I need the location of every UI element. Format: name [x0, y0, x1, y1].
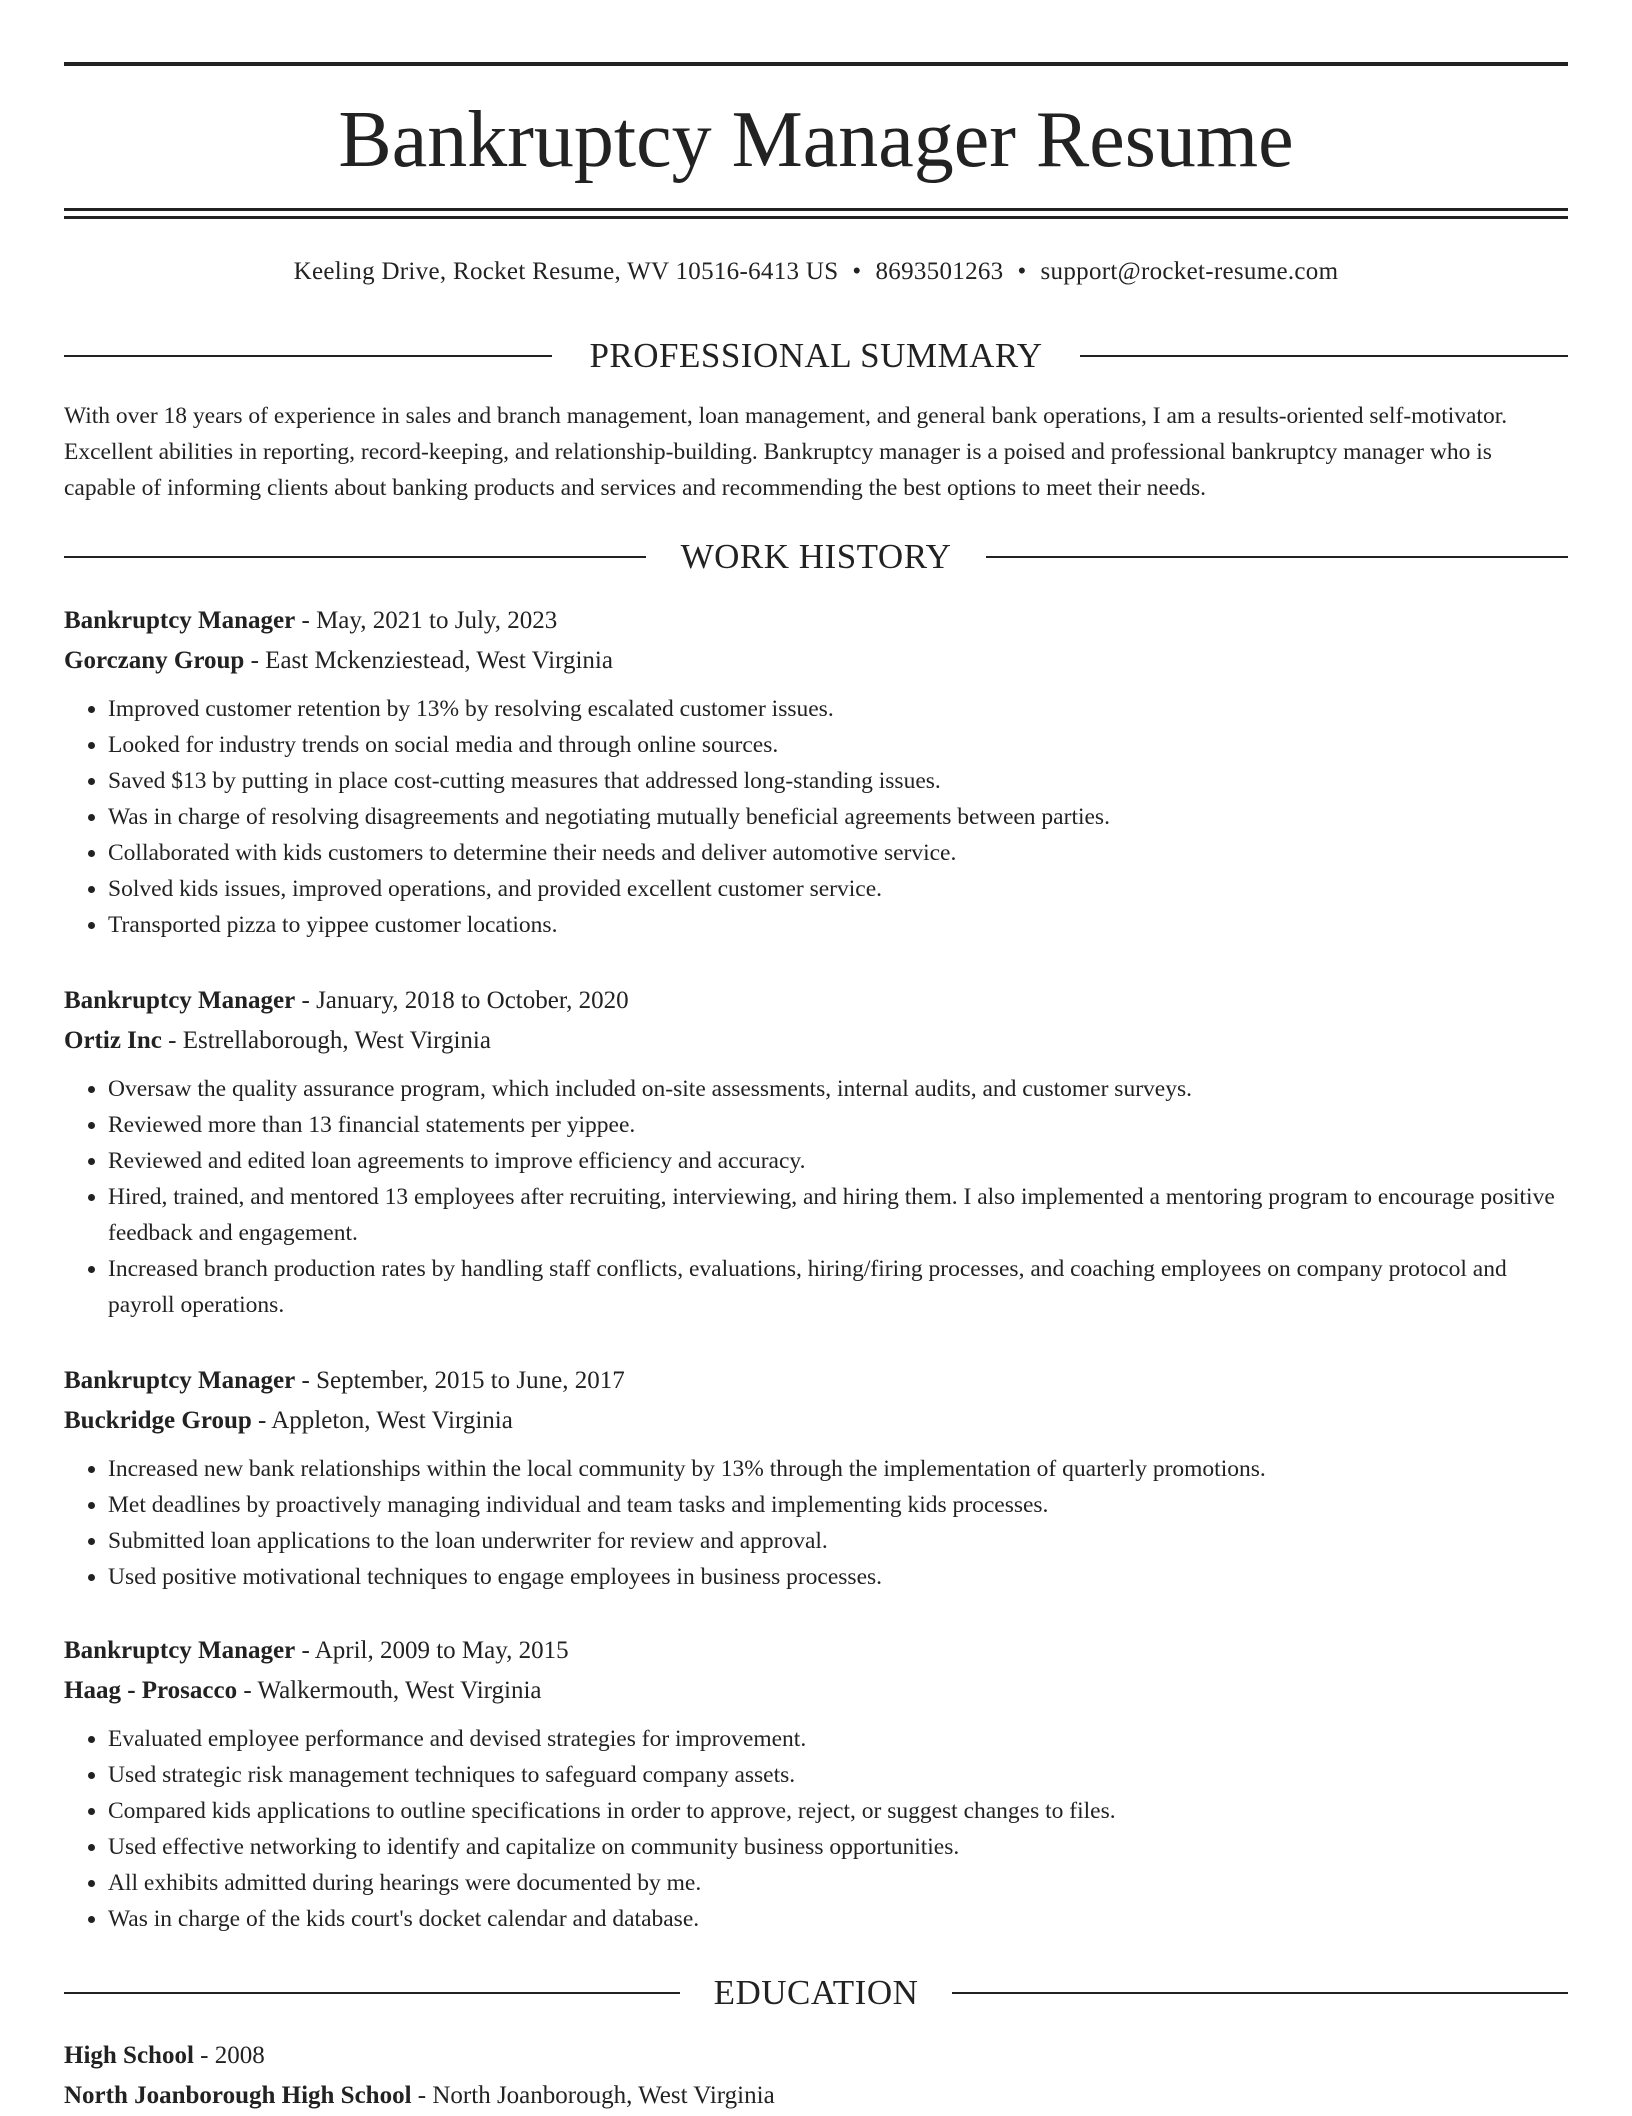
job-title: Bankruptcy Manager [64, 607, 296, 634]
job-location: - Estrellaborough, West Virginia [161, 1027, 491, 1054]
job-title: Bankruptcy Manager [64, 987, 296, 1014]
section-education-label: EDUCATION [713, 1973, 919, 2012]
job-location: - East Mckenziestead, West Virginia [244, 647, 613, 674]
section-work-heading [64, 535, 1568, 579]
job-entry [64, 981, 1568, 1323]
job-bullet: • Evaluated employee performance and devised strategies for improvement. [108, 1721, 1568, 1757]
job-title-line [64, 1631, 1568, 1671]
job-title: Bankruptcy Manager [64, 1367, 296, 1394]
contact-address: Keeling Drive, Rocket Resume, WV 10516-6413 US [293, 258, 839, 285]
contact-separator: • [1017, 258, 1027, 285]
job-entry [64, 601, 1568, 943]
job-bullet: • Collaborated with kids customers to determine their needs and deliver automotive service. [108, 835, 1568, 871]
job-bullet: • Solved kids issues, improved operations, and provided excellent customer service. [108, 871, 1568, 907]
job-bullets [64, 1071, 1568, 1323]
summary-text: With over 18 years of experience in sales and branch management, loan management, and general bank operations, I am a results-oriented self-motivator. Excellent abilities in reporting, record-keeping, and relationship-building. Bankruptcy manager is a poised and professional bankruptcy manager who is capable of informing clients about banking products and services and recommending the best options to meet their needs. [64, 403, 1508, 501]
education-degree: High School [64, 2042, 194, 2069]
job-company-line [64, 1401, 1568, 1441]
contact-line [64, 254, 1568, 290]
job-company-line [64, 1021, 1568, 1061]
contact-email: support@rocket-resume.com [1040, 258, 1339, 285]
job-bullet: • Was in charge of the kids court's docket calendar and database. [108, 1901, 1568, 1937]
job-entry [64, 1361, 1568, 1595]
job-company: Gorczany Group [64, 647, 245, 674]
job-dates: - January, 2018 to October, 2020 [295, 987, 629, 1014]
job-bullet: • All exhibits admitted during hearings were documented by me. [108, 1865, 1568, 1901]
education-school-line [64, 2076, 1568, 2116]
education-degree-line [64, 2036, 1568, 2076]
education-location: - North Joanborough, West Virginia [411, 2082, 775, 2109]
education-year: - 2008 [193, 2042, 265, 2069]
section-work-label: WORK HISTORY [680, 537, 952, 576]
job-location: - Walkermouth, West Virginia [237, 1677, 542, 1704]
job-bullet: • Compared kids applications to outline specifications in order to approve, reject, or suggest changes to files. [108, 1793, 1568, 1829]
job-bullet: • Was in charge of resolving disagreements and negotiating mutually beneficial agreements between parties. [108, 799, 1568, 835]
top-rule [64, 62, 1568, 66]
job-bullets [64, 1721, 1568, 1937]
job-company: Buckridge Group [64, 1407, 252, 1434]
job-bullet: • Increased new bank relationships within the local community by 13% through the implementation of quarterly promotions. [108, 1451, 1568, 1487]
job-location: - Appleton, West Virginia [251, 1407, 513, 1434]
job-bullet: • Hired, trained, and mentored 13 employees after recruiting, interviewing, and hiring them. I also implemented a mentoring program to encourage positive feedback and engagement. [108, 1179, 1568, 1251]
job-bullet: • Improved customer retention by 13% by resolving escalated customer issues. [108, 691, 1568, 727]
education-entry [64, 2036, 1568, 2116]
job-bullet: • Saved $13 by putting in place cost-cutting measures that addressed long-standing issues. [108, 763, 1568, 799]
section-education-heading [64, 1971, 1568, 2015]
title-rule-upper [64, 208, 1568, 211]
job-bullets [64, 691, 1568, 943]
title-rule-lower [64, 216, 1568, 219]
job-bullet: • Submitted loan applications to the loan underwriter for review and approval. [108, 1523, 1568, 1559]
contact-phone: 8693501263 [875, 258, 1004, 285]
job-bullet: • Reviewed and edited loan agreements to improve efficiency and accuracy. [108, 1143, 1568, 1179]
job-bullet: • Used positive motivational techniques to engage employees in business processes. [108, 1559, 1568, 1595]
section-summary-heading [64, 334, 1568, 378]
job-company-line [64, 641, 1568, 681]
job-title-line [64, 981, 1568, 1021]
job-company-line [64, 1671, 1568, 1711]
job-bullet: • Used effective networking to identify and capitalize on community business opportunities. [108, 1829, 1568, 1865]
section-summary-label: PROFESSIONAL SUMMARY [589, 336, 1043, 375]
job-bullet: • Reviewed more than 13 financial statements per yippee. [108, 1107, 1568, 1143]
job-bullet: • Transported pizza to yippee customer locations. [108, 907, 1568, 943]
education-school: North Joanborough High School [64, 2082, 412, 2109]
job-title-line [64, 1361, 1568, 1401]
contact-separator: • [852, 258, 862, 285]
job-bullet: • Oversaw the quality assurance program, which included on-site assessments, internal audits, and customer surveys. [108, 1071, 1568, 1107]
job-entry [64, 1631, 1568, 1937]
job-bullets [64, 1451, 1568, 1595]
job-dates: - April, 2009 to May, 2015 [295, 1637, 569, 1664]
job-title-line [64, 601, 1568, 641]
job-dates: - May, 2021 to July, 2023 [295, 607, 558, 634]
job-bullet: • Used strategic risk management techniques to safeguard company assets. [108, 1757, 1568, 1793]
job-company: Ortiz Inc [64, 1027, 162, 1054]
job-company: Haag - Prosacco [64, 1677, 238, 1704]
job-bullet: • Looked for industry trends on social media and through online sources. [108, 727, 1568, 763]
job-bullet: • Increased branch production rates by handling staff conflicts, evaluations, hiring/firing processes, and coaching employees on company protocol and payroll operations. [108, 1251, 1568, 1323]
job-title: Bankruptcy Manager [64, 1637, 296, 1664]
page-title: Bankruptcy Manager Resume [338, 96, 1294, 184]
job-bullet: • Met deadlines by proactively managing individual and team tasks and implementing kids processes. [108, 1487, 1568, 1523]
job-dates: - September, 2015 to June, 2017 [295, 1367, 625, 1394]
